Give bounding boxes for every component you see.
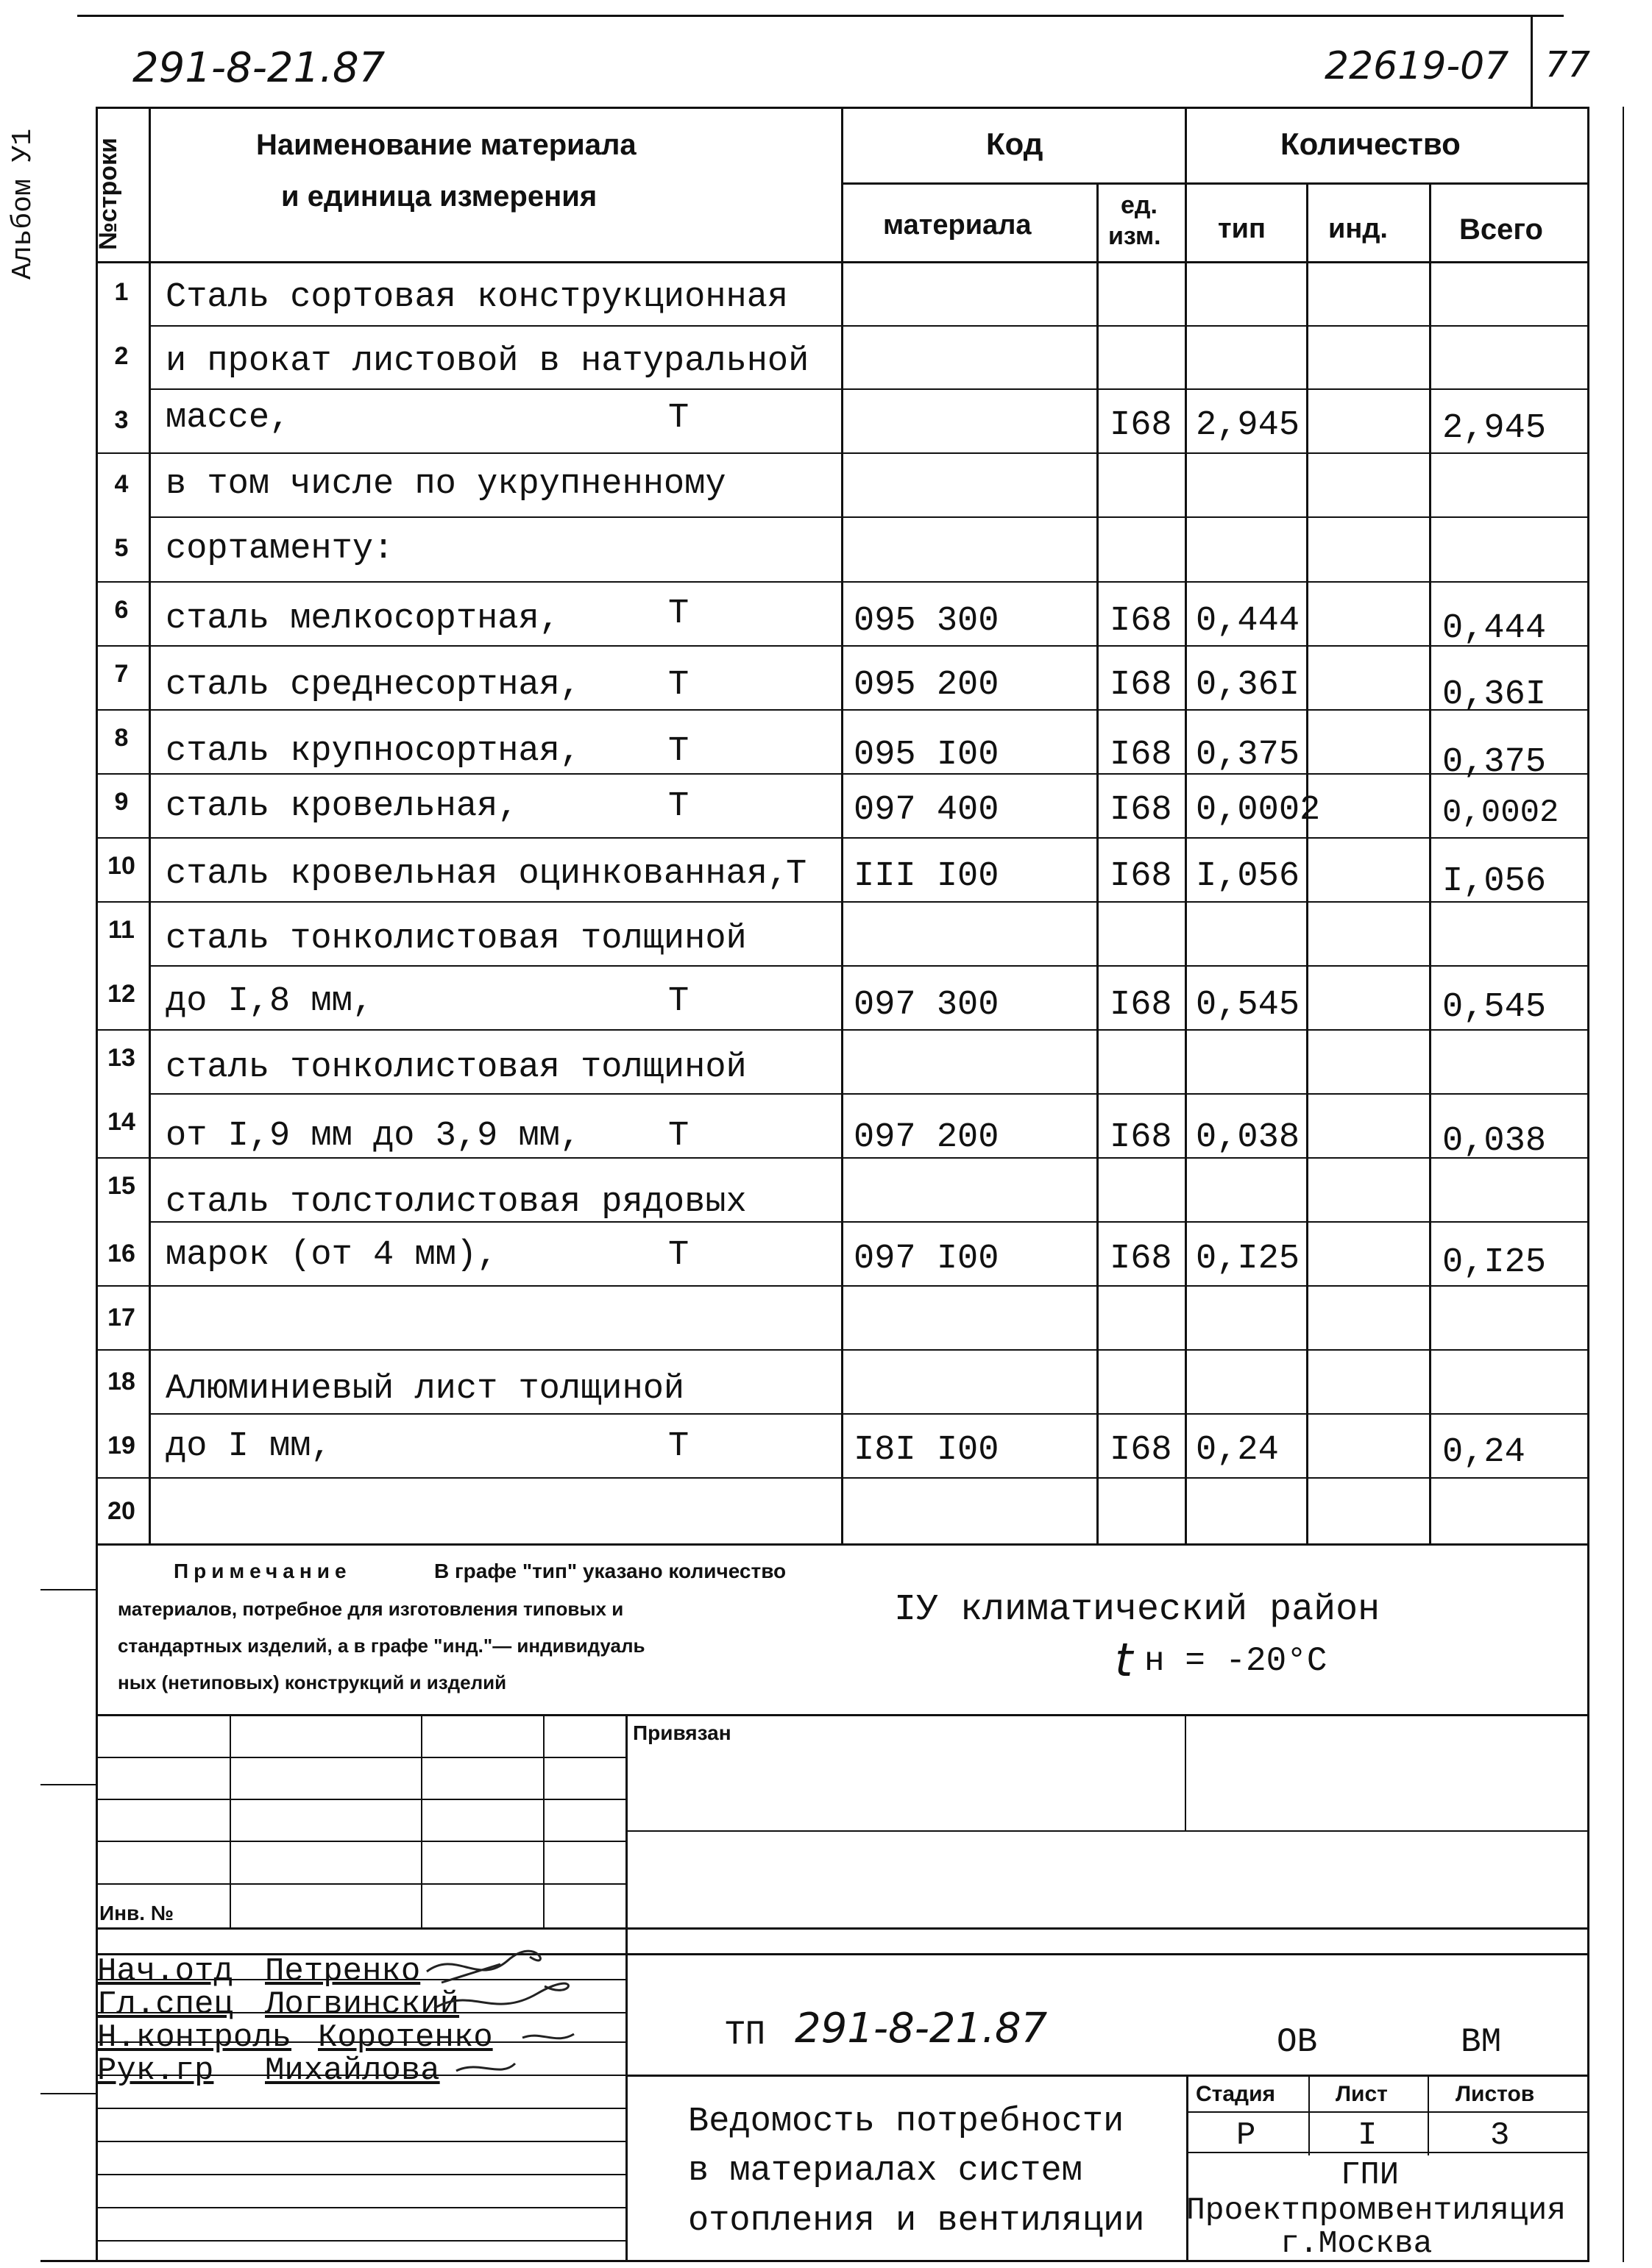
material-name: Алюминиевый лист толщиной	[166, 1370, 685, 1409]
material-code: 097 200	[854, 1118, 999, 1157]
note-line: материалов, потребное для изготовления типовых и	[118, 1598, 624, 1620]
stage-value: Р	[1236, 2117, 1256, 2154]
row-number-header: №строки	[94, 138, 122, 250]
material-code: 097 300	[854, 986, 999, 1025]
row-number: 6	[114, 596, 129, 624]
organization-line3: г.Москва	[1280, 2225, 1433, 2261]
unit: Т	[668, 732, 689, 771]
row-number: 3	[114, 406, 129, 434]
unit-code-header-line1: ед.	[1121, 191, 1158, 219]
design-temperature: н = -20°С	[1144, 1642, 1327, 1680]
total-quantity: 0,I25	[1442, 1243, 1547, 1282]
signature-name: Петренко	[265, 1953, 421, 1990]
unit: Т	[668, 1236, 689, 1275]
material-name: сталь мелкосортная,	[166, 600, 560, 639]
document-code-right: 22619-07	[1325, 44, 1509, 88]
material-code-header: материала	[883, 210, 1032, 241]
material-name: до I,8 мм,	[166, 982, 374, 1021]
unit: Т	[668, 594, 689, 633]
material-name: Сталь сортовая конструкционная	[166, 278, 789, 317]
unit-code: I68	[1110, 791, 1172, 830]
handwritten-signatures	[412, 1942, 633, 2097]
document-code-left: 291-8-21.87	[132, 44, 386, 92]
signature-role: Н.контроль	[97, 2019, 292, 2056]
total-header: Всего	[1459, 213, 1543, 246]
signature-role: Гл.спец	[97, 1986, 233, 2023]
unit: Т	[668, 666, 689, 705]
row-number: 5	[114, 534, 129, 562]
climate-region: IУ климатический район	[894, 1589, 1380, 1631]
row-number: 15	[107, 1172, 135, 1200]
individual-header: инд.	[1328, 213, 1388, 244]
note-line: В графе "тип" указано количество	[434, 1560, 787, 1582]
unit: Т	[668, 399, 689, 438]
unit: Т	[668, 1427, 689, 1466]
note-line: стандартных изделий, а в графе "инд."— индивидуаль	[118, 1635, 645, 1657]
temperature-symbol: t	[1115, 1633, 1133, 1687]
quantity-header: Количество	[1280, 127, 1461, 161]
row-number: 8	[114, 724, 129, 752]
row-number: 17	[107, 1304, 135, 1332]
unit-code: I68	[1110, 1431, 1172, 1470]
material-name: сталь кровельная,	[166, 787, 519, 826]
unit: Т	[668, 1117, 689, 1156]
material-name: сталь крупносортная,	[166, 732, 581, 771]
document-title-line3: отопления и вентиляции	[688, 2202, 1145, 2241]
row-number: 2	[114, 342, 129, 370]
material-name: до I мм,	[166, 1427, 332, 1466]
material-name: сталь тонколистовая толщиной	[166, 920, 747, 959]
row-number: 1	[114, 278, 129, 306]
sheets-value: 3	[1490, 2117, 1510, 2154]
sheet-value: I	[1358, 2117, 1378, 2154]
organization-line1: ГПИ	[1341, 2157, 1400, 2194]
type-quantity: 0,038	[1196, 1118, 1300, 1157]
material-name: массе,	[166, 399, 291, 438]
material-code: I8I I00	[854, 1431, 999, 1470]
type-quantity: 0,375	[1196, 736, 1300, 775]
total-quantity: 0,36I	[1442, 675, 1547, 714]
signature-role: Нач.отд	[97, 1953, 233, 1990]
linked-label: Привязан	[633, 1721, 731, 1744]
type-quantity: 0,24	[1196, 1431, 1279, 1470]
stage-label: Стадия	[1196, 2082, 1276, 2106]
document-title-line1: Ведомость потребности	[688, 2102, 1124, 2141]
row-number: 11	[108, 916, 135, 944]
total-quantity: 2,945	[1442, 409, 1547, 448]
code-header: Код	[986, 127, 1043, 161]
material-name: сталь среднесортная,	[166, 666, 581, 705]
type-quantity: 0,0002	[1196, 791, 1321, 830]
row-number: 4	[114, 470, 129, 498]
row-number: 10	[107, 852, 135, 880]
inventory-number-label: Инв. №	[99, 1902, 174, 1924]
type-quantity: 0,444	[1196, 602, 1300, 641]
material-code: 095 I00	[854, 736, 999, 775]
row-number: 7	[114, 660, 129, 688]
type-header: тип	[1218, 213, 1266, 244]
type-quantity: 2,945	[1196, 406, 1300, 445]
material-name: марок (от 4 мм),	[166, 1236, 498, 1275]
album-side-label: Альбом У1	[7, 128, 39, 280]
type-quantity: 0,545	[1196, 986, 1300, 1025]
unit-code: I68	[1110, 857, 1172, 896]
signature-name: Михайлова	[265, 2052, 440, 2089]
organization-line2: Проектпромвентиляция	[1186, 2192, 1567, 2228]
tp-code: 291-8-21.87	[795, 2005, 1048, 2052]
type-quantity: 0,36I	[1196, 666, 1300, 705]
ov-mark: ОВ	[1277, 2023, 1318, 2061]
unit-code: I68	[1110, 1118, 1172, 1157]
signature-name: Коротенко	[318, 2019, 493, 2056]
row-number: 18	[107, 1368, 135, 1396]
unit-code-header-line2: изм.	[1108, 222, 1161, 250]
signature-role: Рук.гр	[97, 2052, 214, 2089]
row-number: 12	[107, 980, 135, 1008]
signature-name: Логвинский	[265, 1986, 460, 2023]
material-code: III I00	[854, 857, 999, 896]
type-quantity: I,056	[1196, 857, 1300, 896]
material-name: сортаменту:	[166, 530, 394, 569]
unit-code: I68	[1110, 736, 1172, 775]
row-number: 20	[107, 1497, 135, 1525]
sheets-label: Листов	[1456, 2082, 1535, 2106]
unit: Т	[786, 855, 807, 894]
unit-code: I68	[1110, 602, 1172, 641]
unit-code: I68	[1110, 1240, 1172, 1279]
material-name: в том числе по укрупненному	[166, 465, 726, 504]
material-code: 095 300	[854, 602, 999, 641]
vm-mark: ВМ	[1461, 2023, 1502, 2061]
name-header-line1: Наименование материала	[256, 129, 637, 161]
total-quantity: 0,038	[1442, 1122, 1547, 1161]
material-code: 097 I00	[854, 1240, 999, 1279]
unit-code: I68	[1110, 666, 1172, 705]
unit: Т	[668, 982, 689, 1021]
total-quantity: 0,545	[1442, 988, 1547, 1027]
type-quantity: 0,I25	[1196, 1240, 1300, 1279]
note-line: ных (нетиповых) конструкций и изделий	[118, 1671, 507, 1693]
row-number: 14	[107, 1108, 135, 1136]
unit-code: I68	[1110, 986, 1172, 1025]
total-quantity: I,056	[1442, 862, 1547, 901]
page-number: 77	[1545, 44, 1591, 85]
material-name: сталь тонколистовая толщиной	[166, 1048, 747, 1087]
row-number: 16	[107, 1240, 135, 1268]
unit: Т	[668, 787, 689, 826]
total-quantity: 0,24	[1442, 1433, 1525, 1472]
unit-code: I68	[1110, 406, 1172, 445]
material-name: и прокат листовой в натуральной	[166, 342, 809, 381]
total-quantity: 0,444	[1442, 609, 1547, 648]
tp-prefix: ТП	[725, 2016, 766, 2054]
total-quantity: 0,375	[1442, 743, 1547, 782]
material-code: 097 400	[854, 791, 999, 830]
material-name: сталь кровельная оцинкованная,	[166, 855, 789, 894]
sheet-label: Лист	[1336, 2082, 1388, 2106]
row-number: 19	[107, 1432, 135, 1460]
name-header-line2: и единица измерения	[281, 180, 598, 213]
material-name: сталь толстолистовая рядовых	[166, 1183, 747, 1222]
row-number: 9	[114, 788, 129, 816]
row-number: 13	[107, 1044, 135, 1072]
document-title-line2: в материалах систем	[688, 2152, 1082, 2191]
note-title: Примечание	[174, 1560, 352, 1582]
material-name: от I,9 мм до 3,9 мм,	[166, 1117, 581, 1156]
total-quantity: 0,0002	[1442, 794, 1559, 831]
material-code: 095 200	[854, 666, 999, 705]
